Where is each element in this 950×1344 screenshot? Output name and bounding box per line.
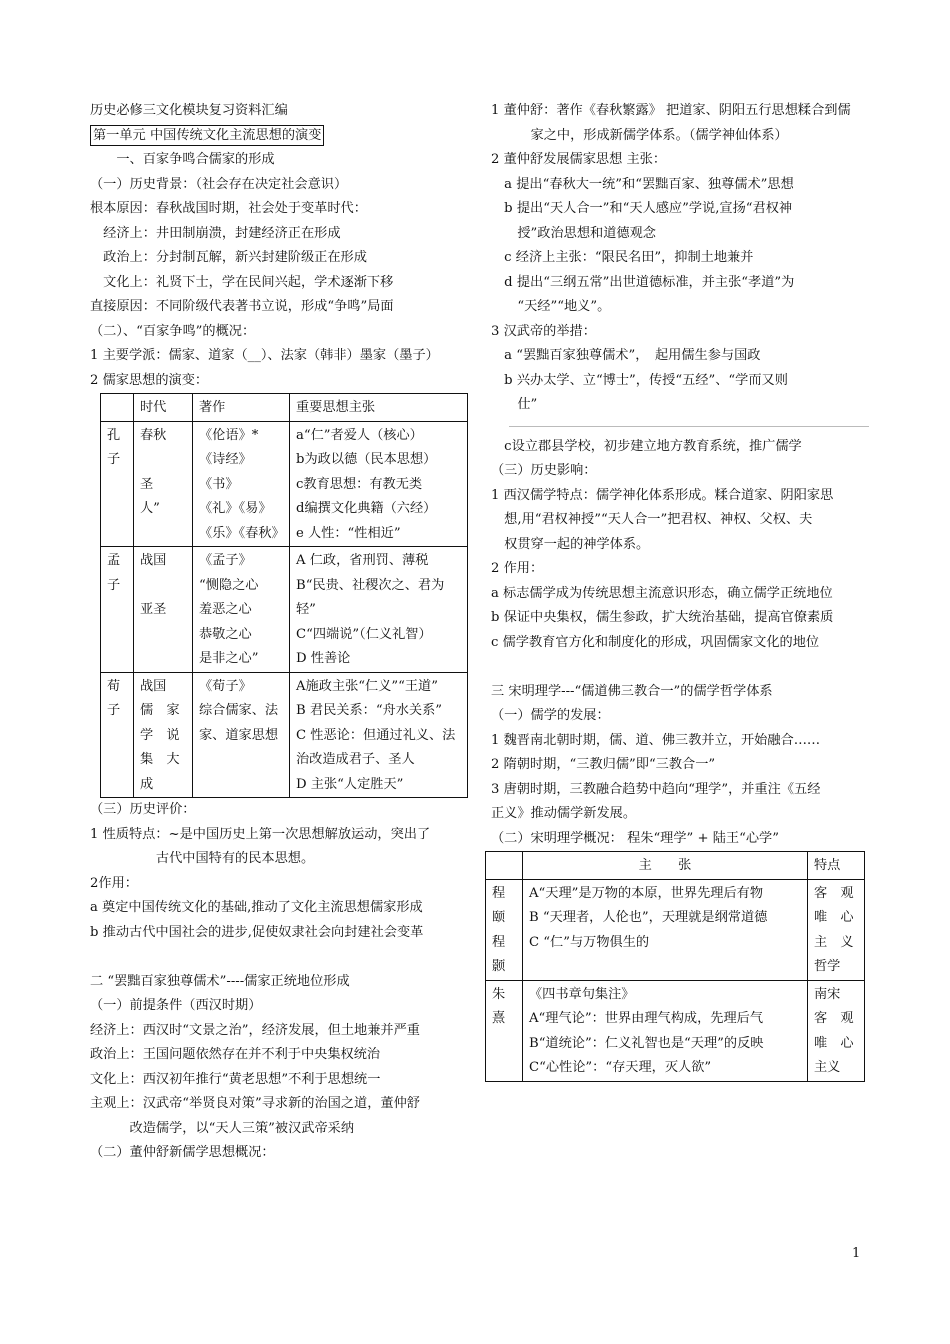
neo-confucianism-table (485, 851, 865, 1082)
text-line: 授”政治思想和道德观念 (491, 225, 656, 241)
text-line: 1 主要学派：儒家、道家（__）、法家（韩非）墨家（墨子） (90, 348, 439, 363)
era-cell: 战国 亚圣 (134, 547, 193, 673)
header-cell: 著作 (193, 394, 290, 422)
person-cell: 程 颐 程 颢 (486, 879, 523, 980)
text-line: （二）宋明理学概况： 程朱“理学” + 陆王“心学” (491, 830, 779, 846)
text-line: 1 性质特点：~是中国历史上第一次思想解放运动，突出了 (90, 826, 431, 842)
doc-title: 历史必修三文化模块复习资料汇编 (90, 103, 288, 118)
person-cell: 孟 子 (101, 547, 134, 673)
text-line: 仕” (491, 397, 538, 412)
text-line: 经济上：西汉时“文景之治”，经济发展，但土地兼并严重 (90, 1022, 420, 1038)
text-line: a 提出“春秋大一统”和“罢黜百家、独尊儒术”思想 (491, 176, 794, 192)
ideas-cell: A“天理”是万物的本原，世界先理后有物 B “天理者，人伦也”，天理就是纲常道德 C “仁”与万物俱生的 (523, 879, 808, 980)
text-line: c 儒学教育官方化和制度化的形成，巩固儒家文化的地位 (491, 634, 820, 650)
text-line: “天经”“地义”。 (491, 299, 611, 314)
text-line: b 提出“天人合一”和“天人感应”学说,宣扬“君权神 (491, 201, 793, 216)
header-blank (101, 394, 134, 422)
text-line: 1 魏晋南北朝时期，儒、道、佛三教并立，开始融合…… (491, 732, 821, 748)
text-line: b 保证中央集权，儒生参政，扩大统治基础，提高官僚素质 (491, 610, 834, 625)
text-line: 1 西汉儒学特点：儒学神化体系形成。糅合道家、阴阳家思 (491, 487, 834, 503)
text-line: c设立郡县学校，初步建立地方教育系统，推广儒学 (491, 438, 802, 454)
text-line: c 经济上主张：“限民名田”，抑制土地兼并 (491, 250, 754, 265)
table-header-row (101, 394, 468, 422)
header-cell: 主 张 (523, 852, 808, 880)
text-line: 直接原因：不同阶级代表著书立说，形成“争鸣”局面 (90, 299, 394, 314)
text-line: 2 儒家思想的演变： (90, 372, 209, 388)
text-line: （三）历史评价： (90, 802, 196, 817)
text-line: 改造儒学，以“天人三策”被汉武帝采纳 (90, 1120, 355, 1136)
page-number: 1 (852, 1246, 861, 1261)
spacer (491, 655, 871, 680)
text-line: 古代中国特有的民本思想。 (90, 851, 315, 866)
text-line: 2 隋朝时期，“三教归儒”即“三教合一” (491, 757, 716, 772)
text-line: 政治上：分封制瓦解，新兴封建阶级正在形成 (90, 250, 367, 265)
text-line: a “罢黜百家独尊儒术”， 起用儒生参与国政 (491, 348, 761, 363)
table-header-row (486, 852, 865, 880)
text-line: 权贯穿一起的神学体系。 (491, 536, 650, 552)
text-line: 家之中，形成新儒学体系。（儒学神仙体系） (491, 127, 788, 143)
text-line: 3 唐朝时期，三教融合趋势中趋向“理学”，并重注《五经 (491, 781, 821, 797)
person-cell: 孔 子 (101, 421, 134, 547)
text-line: （三）历史影响： (491, 463, 597, 478)
text-line: （一）前提条件（西汉时期） (90, 998, 262, 1013)
person-cell: 朱 熹 (486, 980, 523, 1081)
text-line: 文化上：西汉初年推行“黄老思想”不利于思想统一 (90, 1071, 381, 1087)
ideas-cell: 《四书章句集注》 A“理气论”：世界由理气构成，先理后气 B“道统论”：仁义礼智也是“天理”的反映 C“心性论”：“存天理，灭人欲” (523, 980, 808, 1081)
table-row (101, 547, 468, 673)
person-cell: 荀 子 (101, 672, 134, 798)
right-column (491, 99, 871, 1082)
works-cell: 《孟子》 “恻隐之心 羞恶之心 恭敬之心 是非之心” (193, 547, 290, 673)
header-cell: 重要思想主张 (290, 394, 468, 422)
ideas-cell: A 仁政，省刑罚、薄税 B“民贵、社稷次之、君为轻” C“四端说”（仁义礼智） D 性善论 (290, 547, 468, 673)
text-line: 3 汉武帝的举措： (491, 323, 596, 339)
text-line: a 奠定中国传统文化的基础,推动了文化主流思想儒家形成 (90, 900, 423, 915)
header-blank (486, 852, 523, 880)
left-column (90, 99, 470, 1166)
confucianism-table (100, 393, 468, 798)
separator-line (509, 426, 869, 427)
works-cell: 《伦语》* 《诗经》《书》 《礼》《易》 《乐》《春秋》 (193, 421, 290, 547)
text-line: （一）历史背景：（社会存在决定社会意识） (90, 176, 348, 192)
ideas-cell: a“仁”者爱人（核心） b为政以德（民本思想） c教育思想：有教无类 d编撰文化典籍（六经） e 人性：“性相近” (290, 421, 468, 547)
text-line: （二）董仲舒新儒学思想概况： (90, 1145, 275, 1160)
text-line: （二）、“百家争鸣”的概况： (90, 323, 256, 339)
text-line: 根本原因：春秋战国时期，社会处于变革时代： (90, 201, 367, 216)
text-line: 一、百家争鸣合儒家的形成 (90, 152, 275, 167)
header-cell: 特点 (808, 852, 865, 880)
text-line: 文化上：礼贤下士，学在民间兴起，学术逐渐下移 (90, 274, 394, 290)
text-line: （一）儒学的发展： (491, 708, 610, 723)
text-line: 主观上：汉武帝“举贤良对策”寻求新的治国之道，董仲舒 (90, 1096, 420, 1111)
era-cell: 战国 儒 家 学 说 集 大 成 (134, 672, 193, 798)
trait-cell: 南宋 客 观 唯 心 主义 (808, 980, 865, 1081)
unit-title-boxed: 第一单元 中国传统文化主流思想的演变 (90, 125, 324, 146)
text-line: 2 董仲舒发展儒家思想 主张： (491, 152, 667, 167)
text-line: 2 作用： (491, 561, 544, 576)
table-row (101, 672, 468, 798)
text-line: 经济上：井田制崩溃，封建经济正在形成 (90, 225, 341, 241)
table-row (486, 879, 865, 980)
spacer (90, 945, 470, 970)
trait-cell: 客 观 唯 心 主 义 哲学 (808, 879, 865, 980)
table-row (486, 980, 865, 1081)
era-cell: 春秋 圣 人” (134, 421, 193, 547)
text-line: 正义》推动儒学新发展。 (491, 806, 637, 821)
text-line: b 兴办太学、立“博士”，传授“五经”、“学而又则 (491, 372, 788, 388)
text-line: a 标志儒学成为传统思想主流意识形态，确立儒学正统地位 (491, 585, 833, 601)
unit-title (90, 124, 470, 149)
works-cell: 《荀子》 综合儒家、法家、道家思想 (193, 672, 290, 798)
text-line: b 推动古代中国社会的进步,促使奴隶社会向封建社会变革 (90, 924, 424, 940)
section-heading: 三 宋明理学---“儒道佛三教合一”的儒学哲学体系 (491, 683, 773, 699)
table-row (101, 421, 468, 547)
text-line: d 提出“三纲五常”出世道德标准，并主张“孝道”为 (491, 274, 795, 290)
section-heading: 二 “罢黜百家独尊儒术”----儒家正统地位形成 (90, 973, 350, 989)
text-line: 政治上：王国问题依然存在并不利于中央集权统治 (90, 1047, 381, 1062)
header-cell: 时代 (134, 394, 193, 422)
ideas-cell: A施政主张“仁义”“王道” B 君民关系：“舟水关系” C 性恶论：但通过礼义、法治改造成君子、圣人 D 主张“人定胜天” (290, 672, 468, 798)
text-line: 1 董仲舒：著作《春秋繁露》 把道家、阴阳五行思想糅合到儒 (491, 103, 851, 118)
text-line: 2作用： (90, 875, 138, 891)
text-line: 想,用“君权神授”“天人合一”把君权、神权、父权、夫 (491, 512, 813, 527)
